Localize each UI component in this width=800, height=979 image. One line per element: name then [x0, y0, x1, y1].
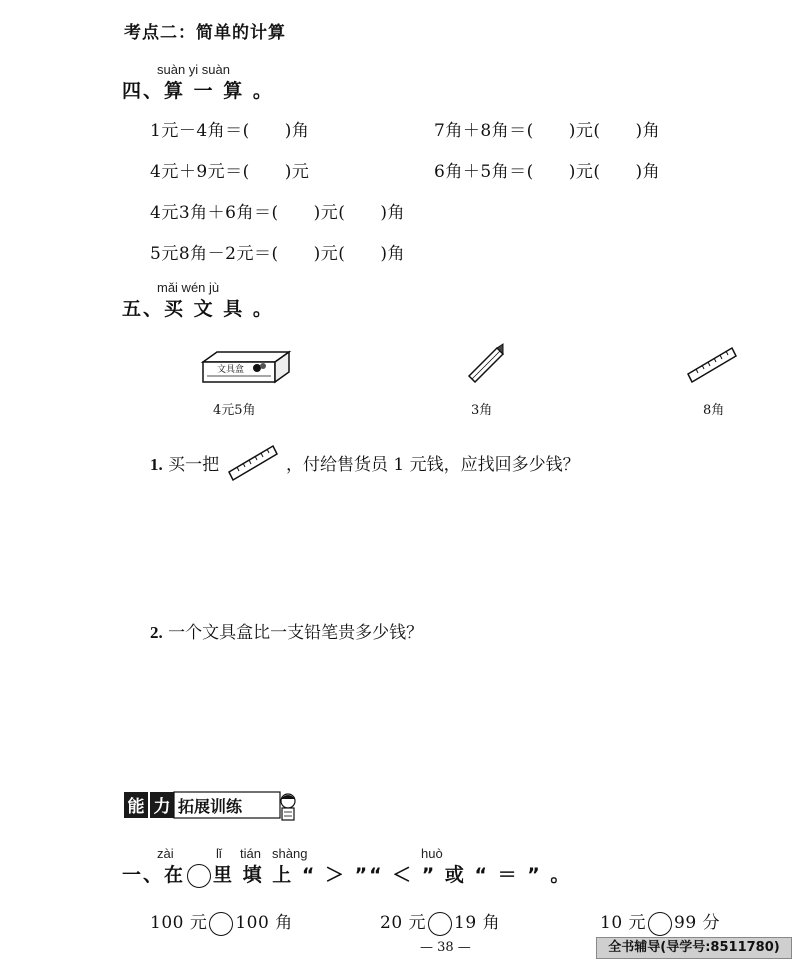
compare-3-right: 99 分 — [674, 913, 721, 933]
badge-text: 拓展训练 — [178, 797, 243, 816]
compare-2-circle[interactable] — [428, 912, 452, 936]
brand-footer: 全书辅导(导学号:8511780) — [596, 937, 792, 959]
q4-pinyin: suàn yi suàn — [157, 62, 230, 77]
compare-3-left: 10 元 — [600, 913, 647, 933]
q5-pinyin: mǎi wén jù — [157, 280, 220, 295]
q4-expr-2: 4元＋9元＝( )元 — [150, 162, 310, 182]
compare-1-right: 100 角 — [235, 913, 293, 933]
q4-expr-5: 7角＋8角＝( )元( )角 — [434, 121, 661, 141]
pencil-icon — [465, 342, 507, 388]
ext1-pinyin-li: lǐ — [216, 846, 222, 861]
ruler-inline-icon — [227, 444, 279, 487]
ext1-pinyin-tian: tián — [240, 846, 261, 861]
compare-2-right: 19 角 — [454, 913, 501, 933]
badge-char-neng: 能 — [127, 797, 145, 817]
q5-sub1-number: 1. — [150, 455, 163, 474]
price-pencil: 3角 — [471, 403, 493, 418]
page-number: — 38 — — [420, 940, 471, 955]
ext1-pinyin-zai: zài — [157, 846, 174, 861]
q4-heading: 四、算 一 算 。 — [122, 80, 274, 102]
q5-sub1-text-b: ，付给售货员 1 元钱，应找回多少钱？ — [285, 455, 580, 475]
ext1-heading-b: 里 填 上 “ ＞ ”“ ＜ ” 或 “ ＝ ” 。 — [213, 864, 572, 886]
q5-sub1-text-a: 买一把 — [168, 455, 220, 475]
compare-item-3 — [600, 908, 720, 936]
compare-2-left: 20 元 — [380, 913, 427, 933]
compare-item-1 — [150, 908, 293, 936]
q4-expr-4: 5元8角－2元＝( )元( )角 — [150, 244, 405, 264]
q5-sub2 — [150, 618, 423, 643]
q5-heading: 五、买 文 具 。 — [122, 298, 274, 320]
price-pencil-box: 4元5角 — [213, 403, 256, 418]
compare-item-2 — [380, 908, 500, 936]
q5-sub2-text: 一个文具盒比一支铅笔贵多少钱？ — [168, 623, 424, 643]
pencil-box-label: 文具盒 — [217, 365, 245, 375]
compare-1-circle[interactable] — [209, 912, 233, 936]
price-ruler: 8角 — [703, 403, 725, 418]
ruler-icon — [686, 344, 738, 388]
ext1-pinyin-huo: huò — [421, 846, 443, 861]
compare-3-circle[interactable] — [648, 912, 672, 936]
ext1-heading-a: 一、在 — [122, 864, 186, 886]
ext1-pinyin-shang: shàng — [272, 846, 308, 861]
ext1-heading — [122, 860, 571, 888]
q5-sub2-number: 2. — [150, 623, 163, 642]
compare-1-left: 100 元 — [150, 913, 208, 933]
q4-expr-3: 4元3角＋6角＝( )元( )角 — [150, 203, 405, 223]
q4-expr-6: 6角＋5角＝( )元( )角 — [434, 162, 661, 182]
cartoon-girl-icon — [281, 794, 295, 820]
ability-badge — [124, 789, 302, 823]
section-title: 考点二：简单的计算 — [124, 23, 286, 43]
pencil-box-icon — [197, 348, 293, 392]
q4-expr-1: 1元－4角＝( )角 — [150, 121, 310, 141]
badge-char-li: 力 — [153, 797, 171, 817]
compare-circle-icon — [187, 864, 211, 888]
q5-sub1 — [150, 444, 580, 487]
